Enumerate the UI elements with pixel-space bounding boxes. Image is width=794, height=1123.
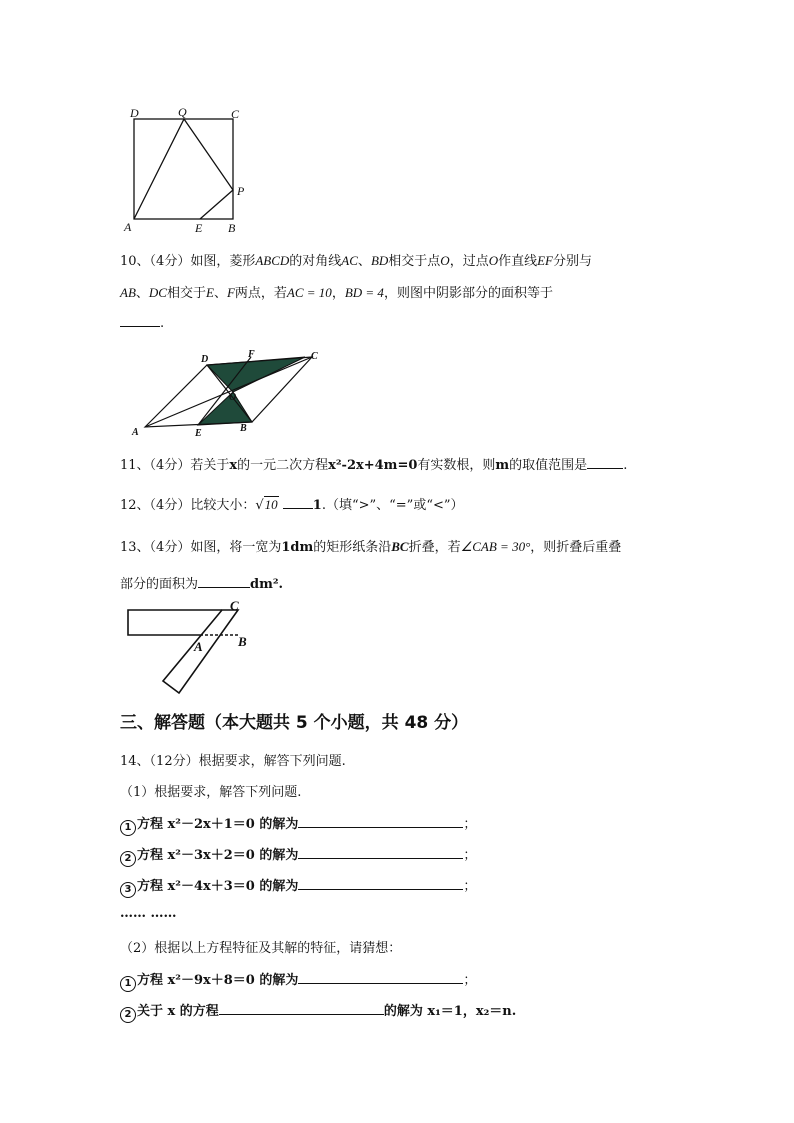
circled-number-2: 2 bbox=[120, 851, 136, 867]
q14-intro: 14、（12分）根据要求，解答下列问题. bbox=[120, 754, 346, 769]
q13-line1: 13、（4分）如图，将一宽为1dm的矩形纸条沿BC折叠，若∠CAB = 30°，则折叠后重叠 bbox=[120, 539, 622, 555]
label-C: C bbox=[230, 598, 239, 613]
label-A: A bbox=[124, 220, 132, 234]
q10-line3: . bbox=[120, 314, 164, 331]
q13-line2: 部分的面积为 dm². bbox=[120, 577, 284, 592]
label-E: E bbox=[195, 221, 203, 235]
quadrilateral-aqpe bbox=[134, 119, 233, 219]
q14-p2-item-1: 1 方程 x²－9x＋8＝0 的解为 ； bbox=[120, 969, 476, 992]
label-B: B bbox=[240, 423, 247, 434]
rhombus-figure bbox=[125, 345, 340, 440]
sqrt-expression: √10 bbox=[255, 497, 278, 513]
label-O: O bbox=[229, 392, 237, 403]
label-P: P bbox=[237, 184, 245, 198]
section-title: 三、解答题（本大题共 5 个小题，共 48 分） bbox=[120, 713, 469, 733]
folded-strip-figure bbox=[120, 596, 260, 701]
label-B: B bbox=[228, 221, 236, 235]
label-D: D bbox=[201, 354, 209, 365]
q14-item-2: 2 方程 x²－3x＋2＝0 的解为 ； bbox=[120, 844, 476, 867]
shaded-triangle-bottom bbox=[198, 392, 252, 425]
q14-part2: （2）根据以上方程特征及其解的特征，请猜想： bbox=[120, 941, 402, 956]
label-F: F bbox=[248, 349, 255, 360]
answer-blank-q14-p2-2[interactable] bbox=[219, 1002, 384, 1015]
label-E: E bbox=[195, 428, 202, 439]
answer-blank-q14-1[interactable] bbox=[298, 815, 463, 828]
label-D: D bbox=[130, 106, 139, 120]
square-figure bbox=[118, 100, 258, 240]
q12-line: 12、（4分）比较大小：√10 1.（填“>”、“=”或“<”） bbox=[120, 497, 464, 513]
circled-number-1: 1 bbox=[120, 820, 136, 836]
label-B: B bbox=[238, 634, 247, 649]
shaded-triangle-top bbox=[207, 357, 305, 392]
answer-blank-q14-3[interactable] bbox=[298, 877, 463, 890]
answer-blank-q10[interactable] bbox=[120, 314, 160, 327]
q10-line1: 10、（4分）如图，菱形ABCD的对角线AC、BD相交于点O，过点O作直线EF分别与 bbox=[120, 253, 593, 269]
q14-item-1: 1 方程 x²－2x＋1＝0 的解为 ； bbox=[120, 813, 476, 836]
label-C: C bbox=[311, 351, 318, 362]
q14-item-3: 3 方程 x²－4x＋3＝0 的解为 ； bbox=[120, 875, 476, 898]
circled-number-1: 1 bbox=[120, 976, 136, 992]
circled-number-2: 2 bbox=[120, 1007, 136, 1023]
answer-blank-q12[interactable] bbox=[283, 496, 313, 509]
q14-part1: （1）根据要求，解答下列问题. bbox=[120, 785, 302, 800]
q14-p2-item-2: 2 关于 x 的方程 的解为 x₁＝1，x₂＝n. bbox=[120, 1000, 516, 1023]
q11-line: 11、（4分）若关于x的一元二次方程x²-2x+4m=0有实数根，则m的取值范围是 . bbox=[120, 458, 628, 473]
label-A: A bbox=[194, 639, 203, 654]
q10-line2: AB、DC相交于E、F两点，若AC = 10，BD = 4，则图中阴影部分的面积等于 bbox=[120, 285, 553, 301]
answer-blank-q14-2[interactable] bbox=[298, 846, 463, 859]
ellipsis: …… …… bbox=[120, 906, 177, 921]
label-C: C bbox=[231, 107, 240, 121]
answer-blank-q13[interactable] bbox=[198, 575, 250, 588]
label-Q: Q bbox=[178, 105, 187, 119]
circled-number-3: 3 bbox=[120, 882, 136, 898]
label-A: A bbox=[132, 427, 139, 438]
answer-blank-q11[interactable] bbox=[587, 456, 623, 469]
strip-left-part bbox=[128, 610, 222, 635]
answer-blank-q14-p2-1[interactable] bbox=[298, 971, 463, 984]
